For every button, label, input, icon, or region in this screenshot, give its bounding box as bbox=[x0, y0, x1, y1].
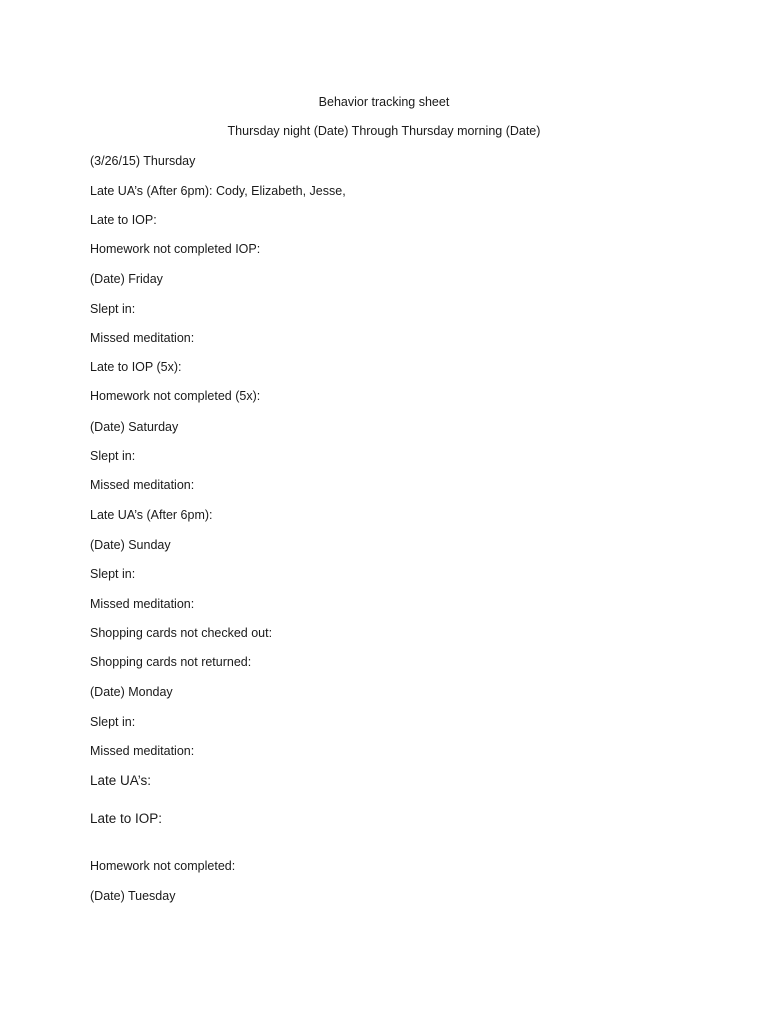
entry-late-uas: Late UA’s (After 6pm): bbox=[90, 508, 213, 522]
entry-homework-not-completed: Homework not completed IOP: bbox=[90, 242, 261, 256]
entry-late-uas: Late UA’s: bbox=[90, 773, 152, 788]
entry-late-to-iop: Late to IOP: bbox=[90, 213, 157, 227]
entry-missed-meditation: Missed meditation: bbox=[90, 744, 195, 758]
entry-slept-in: Slept in: bbox=[90, 449, 136, 463]
day-heading-saturday: (Date) Saturday bbox=[90, 420, 179, 434]
entry-homework-not-completed: Homework not completed (5x): bbox=[90, 389, 261, 403]
document-title: Behavior tracking sheet bbox=[318, 95, 450, 109]
day-heading-tuesday: (Date) Tuesday bbox=[90, 889, 176, 903]
entry-late-to-iop: Late to IOP (5x): bbox=[90, 360, 182, 374]
entry-late-uas: Late UA’s (After 6pm): Cody, Elizabeth, Jesse, bbox=[90, 184, 346, 198]
entry-missed-meditation: Missed meditation: bbox=[90, 331, 195, 345]
entry-slept-in: Slept in: bbox=[90, 567, 136, 581]
entry-slept-in: Slept in: bbox=[90, 302, 136, 316]
entry-late-to-iop: Late to IOP: bbox=[90, 811, 163, 826]
entry-slept-in: Slept in: bbox=[90, 715, 136, 729]
day-heading-monday: (Date) Monday bbox=[90, 685, 173, 699]
document-subtitle: Thursday night (Date) Through Thursday morning (Date) bbox=[227, 124, 541, 138]
day-heading-thursday: (3/26/15) Thursday bbox=[90, 154, 196, 168]
entry-missed-meditation: Missed meditation: bbox=[90, 478, 195, 492]
entry-missed-meditation: Missed meditation: bbox=[90, 597, 195, 611]
day-heading-friday: (Date) Friday bbox=[90, 272, 163, 286]
entry-homework-not-completed: Homework not completed: bbox=[90, 859, 236, 873]
entry-shopping-cards-not-returned: Shopping cards not returned: bbox=[90, 655, 252, 669]
entry-shopping-cards-not-checked-out: Shopping cards not checked out: bbox=[90, 626, 273, 640]
day-heading-sunday: (Date) Sunday bbox=[90, 538, 171, 552]
